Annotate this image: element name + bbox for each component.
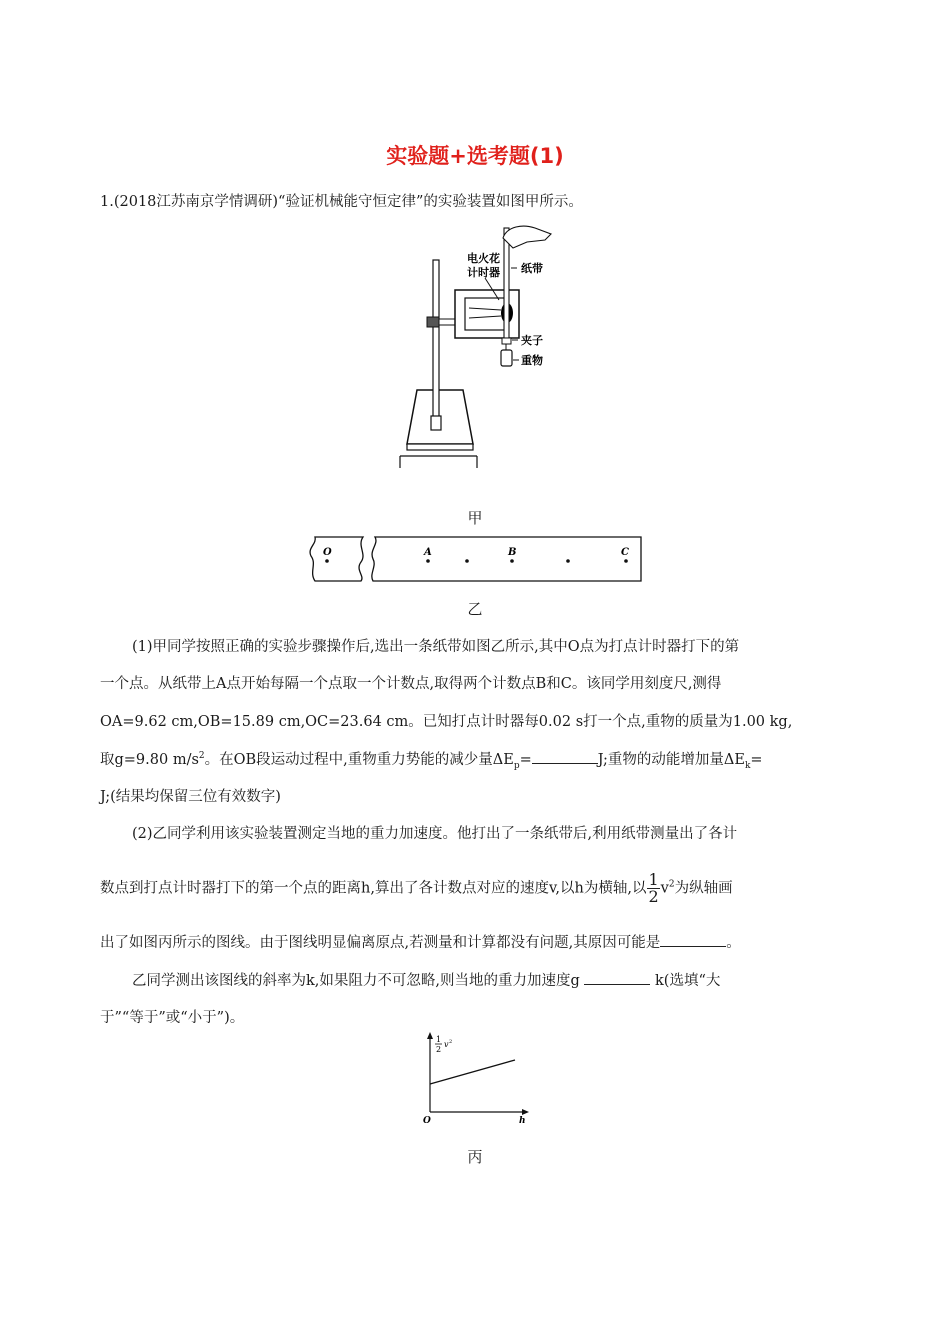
- part2-line5: 于”“等于”或“小于”)。: [100, 1010, 245, 1026]
- page-title: 实验题+选考题(1): [386, 144, 564, 168]
- part1-line3: OA=9.62 cm,OB=15.89 cm,OC=23.64 cm。已知打点计时器每0.02 s打一个点,重物的质量为1.00 kg,: [100, 714, 793, 730]
- graph-y-num: 1: [436, 1035, 442, 1044]
- clip-label: 夹子: [521, 334, 543, 347]
- tape-point-a: A: [424, 547, 432, 558]
- apparatus-figure: [395, 218, 565, 468]
- part2-line2: 数点到打点计时器打下的第一个点的距离h,算出了各计数点对应的速度v,以h为横轴,以 $\frac{1}{2}$ $v^2$为纵轴画: [100, 870, 733, 906]
- answer-blank-compare[interactable]: [584, 983, 650, 985]
- part1-line2: 一个点。从纸带上A点开始每隔一个点取一个计数点,取得两个计数点B和C。该同学用刻度尺,测得: [100, 676, 722, 692]
- figure-yi-caption: 乙: [467, 600, 483, 618]
- part2-line1: (2)乙同学利用该实验装置测定当地的重力加速度。他打出了一条纸带后,利用纸带测量出了各计: [132, 826, 738, 842]
- tape-label: 纸带: [521, 262, 543, 275]
- tape-point-o: O: [323, 547, 332, 558]
- part1-line5: J;(结果均保留三位有效数字): [100, 789, 281, 805]
- graph-figure: [415, 1030, 535, 1126]
- graph-origin: O: [423, 1116, 431, 1126]
- answer-blank-reason[interactable]: [660, 945, 726, 947]
- answer-blank-ep[interactable]: [532, 762, 598, 764]
- part2-line3: 出了如图丙所示的图线。由于图线明显偏离原点,若测量和计算都没有问题,其原因可能是 。: [100, 935, 741, 951]
- part1-line4: 取g=9.80 $m/s^2$。在OB段运动过程中,重物重力势能的减少量$\Delta E_p= J$;重物的动能增加量$\Delta E_k=$: [100, 751, 763, 771]
- tape-point-c: C: [621, 547, 629, 558]
- timer-label-2: 计时器: [467, 266, 500, 279]
- tape-figure: [305, 534, 645, 584]
- weight-label: 重物: [521, 354, 543, 367]
- graph-x-label: h: [519, 1116, 526, 1126]
- part2-line4: 乙同学测出该图线的斜率为k,如果阻力不可忽略,则当地的重力加速度g k(选填“大: [132, 973, 721, 989]
- question-header: 1.(2018江苏南京学情调研)“验证机械能守恒定律”的实验装置如图甲所示。: [100, 194, 583, 210]
- figure-bing-caption: 丙: [467, 1148, 483, 1166]
- tape-point-b: B: [508, 547, 517, 558]
- graph-y-den: 2: [436, 1045, 442, 1054]
- part1-line1: (1)甲同学按照正确的实验步骤操作后,选出一条纸带如图乙所示,其中O点为打点计时器打下的第: [132, 639, 740, 655]
- graph-y-sup: 2: [449, 1039, 453, 1045]
- graph-y-var: v: [444, 1040, 449, 1049]
- timer-label-1: 电火花: [467, 252, 500, 265]
- half-fraction: $\frac{1}{2}$: [648, 870, 659, 906]
- figure-jia-caption: 甲: [467, 509, 483, 527]
